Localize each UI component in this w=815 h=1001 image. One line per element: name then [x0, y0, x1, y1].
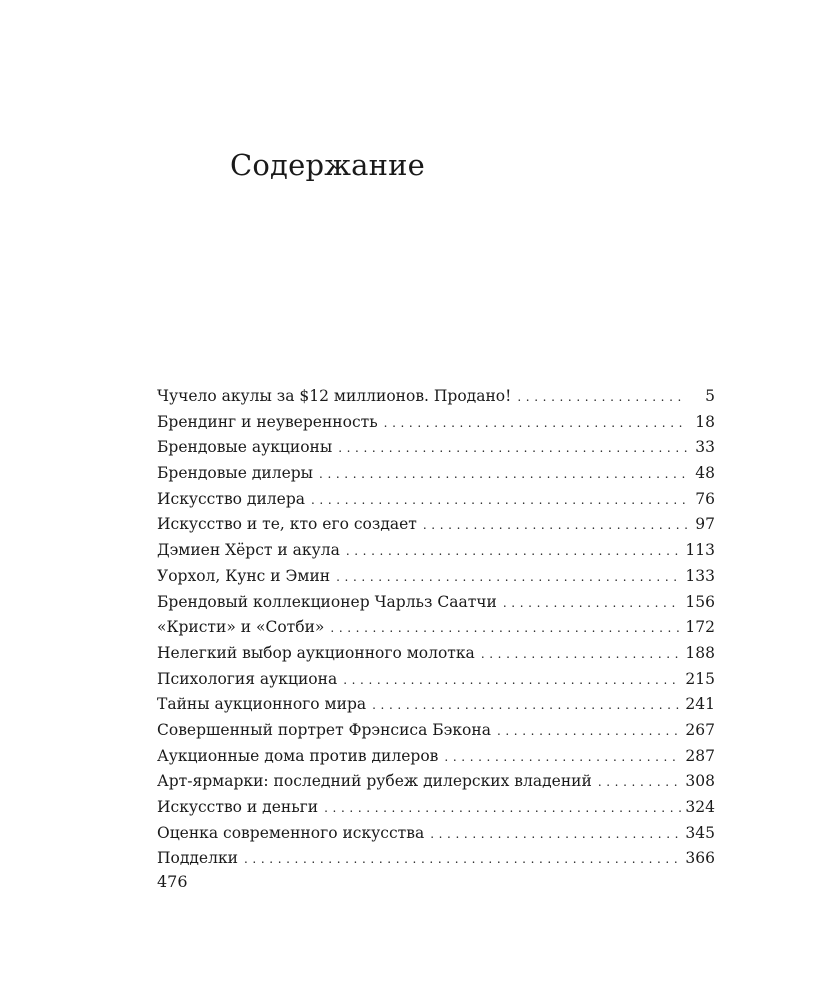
toc-entry-page: 324 [685, 798, 715, 816]
dot-leader [324, 796, 681, 822]
page-number: 476 [157, 872, 188, 891]
toc-entry-page: 215 [685, 669, 715, 688]
dot-leader [497, 719, 681, 745]
toc-entry[interactable] [157, 538, 715, 564]
dot-leader [311, 488, 687, 514]
dot-leader [372, 693, 681, 719]
toc-entry-title: Искусство дилера [157, 489, 305, 508]
toc-entry[interactable] [157, 821, 715, 847]
toc-entry-title: Уорхол, Кунс и Эмин [157, 566, 331, 585]
dot-leader [430, 822, 681, 848]
table-of-contents [157, 384, 715, 872]
toc-entry-page: 287 [685, 746, 715, 765]
toc-entry-title: Психология аукциона [157, 669, 338, 688]
toc-entry[interactable] [157, 615, 715, 641]
toc-entry-title: Тайны аукционного мира [157, 695, 367, 714]
toc-entry-page: 33 [695, 438, 715, 457]
toc-entry[interactable] [157, 641, 715, 667]
toc-entry[interactable] [157, 461, 715, 487]
toc-entry-title: Подделки [157, 849, 238, 868]
toc-entry-page: 267 [685, 720, 715, 739]
toc-entry-page: 345 [685, 823, 715, 842]
toc-entry-title: Брендовый коллекционер Чарльз Саатчи [157, 592, 497, 611]
toc-entry-page: 48 [695, 464, 715, 483]
toc-entry-title: Дэмиен Хёрст и акула [157, 541, 340, 560]
toc-entry-title: Брендовые дилеры [157, 464, 314, 483]
toc-entry-title: Оценка современного искусства [157, 823, 425, 842]
toc-entry[interactable] [157, 692, 715, 718]
dot-leader [336, 565, 681, 591]
dot-leader [481, 642, 682, 668]
dot-leader [598, 770, 682, 796]
toc-entry-page: 188 [685, 643, 715, 662]
toc-entry-title: Совершенный портрет Фрэнсиса Бэкона [157, 720, 491, 739]
toc-entry-page: 76 [695, 489, 715, 508]
dot-leader [244, 847, 681, 873]
toc-entry-page: 172 [685, 618, 715, 637]
toc-entry-title: Брендовые аукционы [157, 438, 333, 457]
toc-entry[interactable] [157, 512, 715, 538]
toc-entry[interactable] [157, 410, 715, 436]
toc-entry-title: Искусство и те, кто его создает [157, 515, 417, 534]
toc-entry-title: Нелегкий выбор аукционного молотка [157, 643, 475, 662]
toc-entry-title: «Кристи» и «Сотби» [157, 618, 325, 637]
toc-entry[interactable] [157, 744, 715, 770]
toc-entry-title: Чучело акулы за $12 миллионов. Продано! [157, 387, 512, 405]
toc-entry-title: Арт-ярмарки: последний рубеж дилерских владений [157, 772, 592, 791]
toc-entry-page: 156 [685, 592, 715, 611]
toc-entry-title: Аукционные дома против дилеров [157, 746, 439, 765]
toc-entry-title: Брендинг и неуверенность [157, 412, 378, 431]
dot-leader [319, 462, 687, 488]
toc-entry[interactable] [157, 435, 715, 461]
toc-entry[interactable] [157, 718, 715, 744]
toc-entry[interactable] [157, 590, 715, 616]
toc-entry-page: 366 [685, 849, 715, 868]
toc-entry[interactable] [157, 384, 715, 410]
toc-entry-page: 113 [685, 541, 715, 560]
toc-entry-page: 308 [685, 772, 715, 791]
toc-entry[interactable] [157, 769, 715, 795]
dot-leader [338, 436, 687, 462]
toc-entry-page: 133 [685, 566, 715, 585]
toc-entry[interactable] [157, 846, 715, 872]
dot-leader [423, 513, 687, 539]
page-title: Содержание [230, 148, 426, 182]
dot-leader [330, 616, 681, 642]
toc-entry-title: Искусство и деньги [157, 798, 319, 816]
dot-leader [384, 411, 687, 437]
toc-entry[interactable] [157, 564, 715, 590]
dot-leader [346, 539, 682, 565]
toc-entry[interactable] [157, 795, 715, 821]
dot-leader [503, 591, 682, 617]
toc-entry-page: 97 [695, 515, 715, 534]
toc-entry-page: 241 [685, 695, 715, 714]
toc-entry[interactable] [157, 487, 715, 513]
dot-leader [343, 668, 681, 694]
toc-entry-page: 18 [695, 412, 715, 431]
dot-leader [444, 745, 681, 771]
toc-entry[interactable] [157, 667, 715, 693]
dot-leader [517, 385, 687, 411]
toc-entry-page: 5 [705, 387, 715, 405]
